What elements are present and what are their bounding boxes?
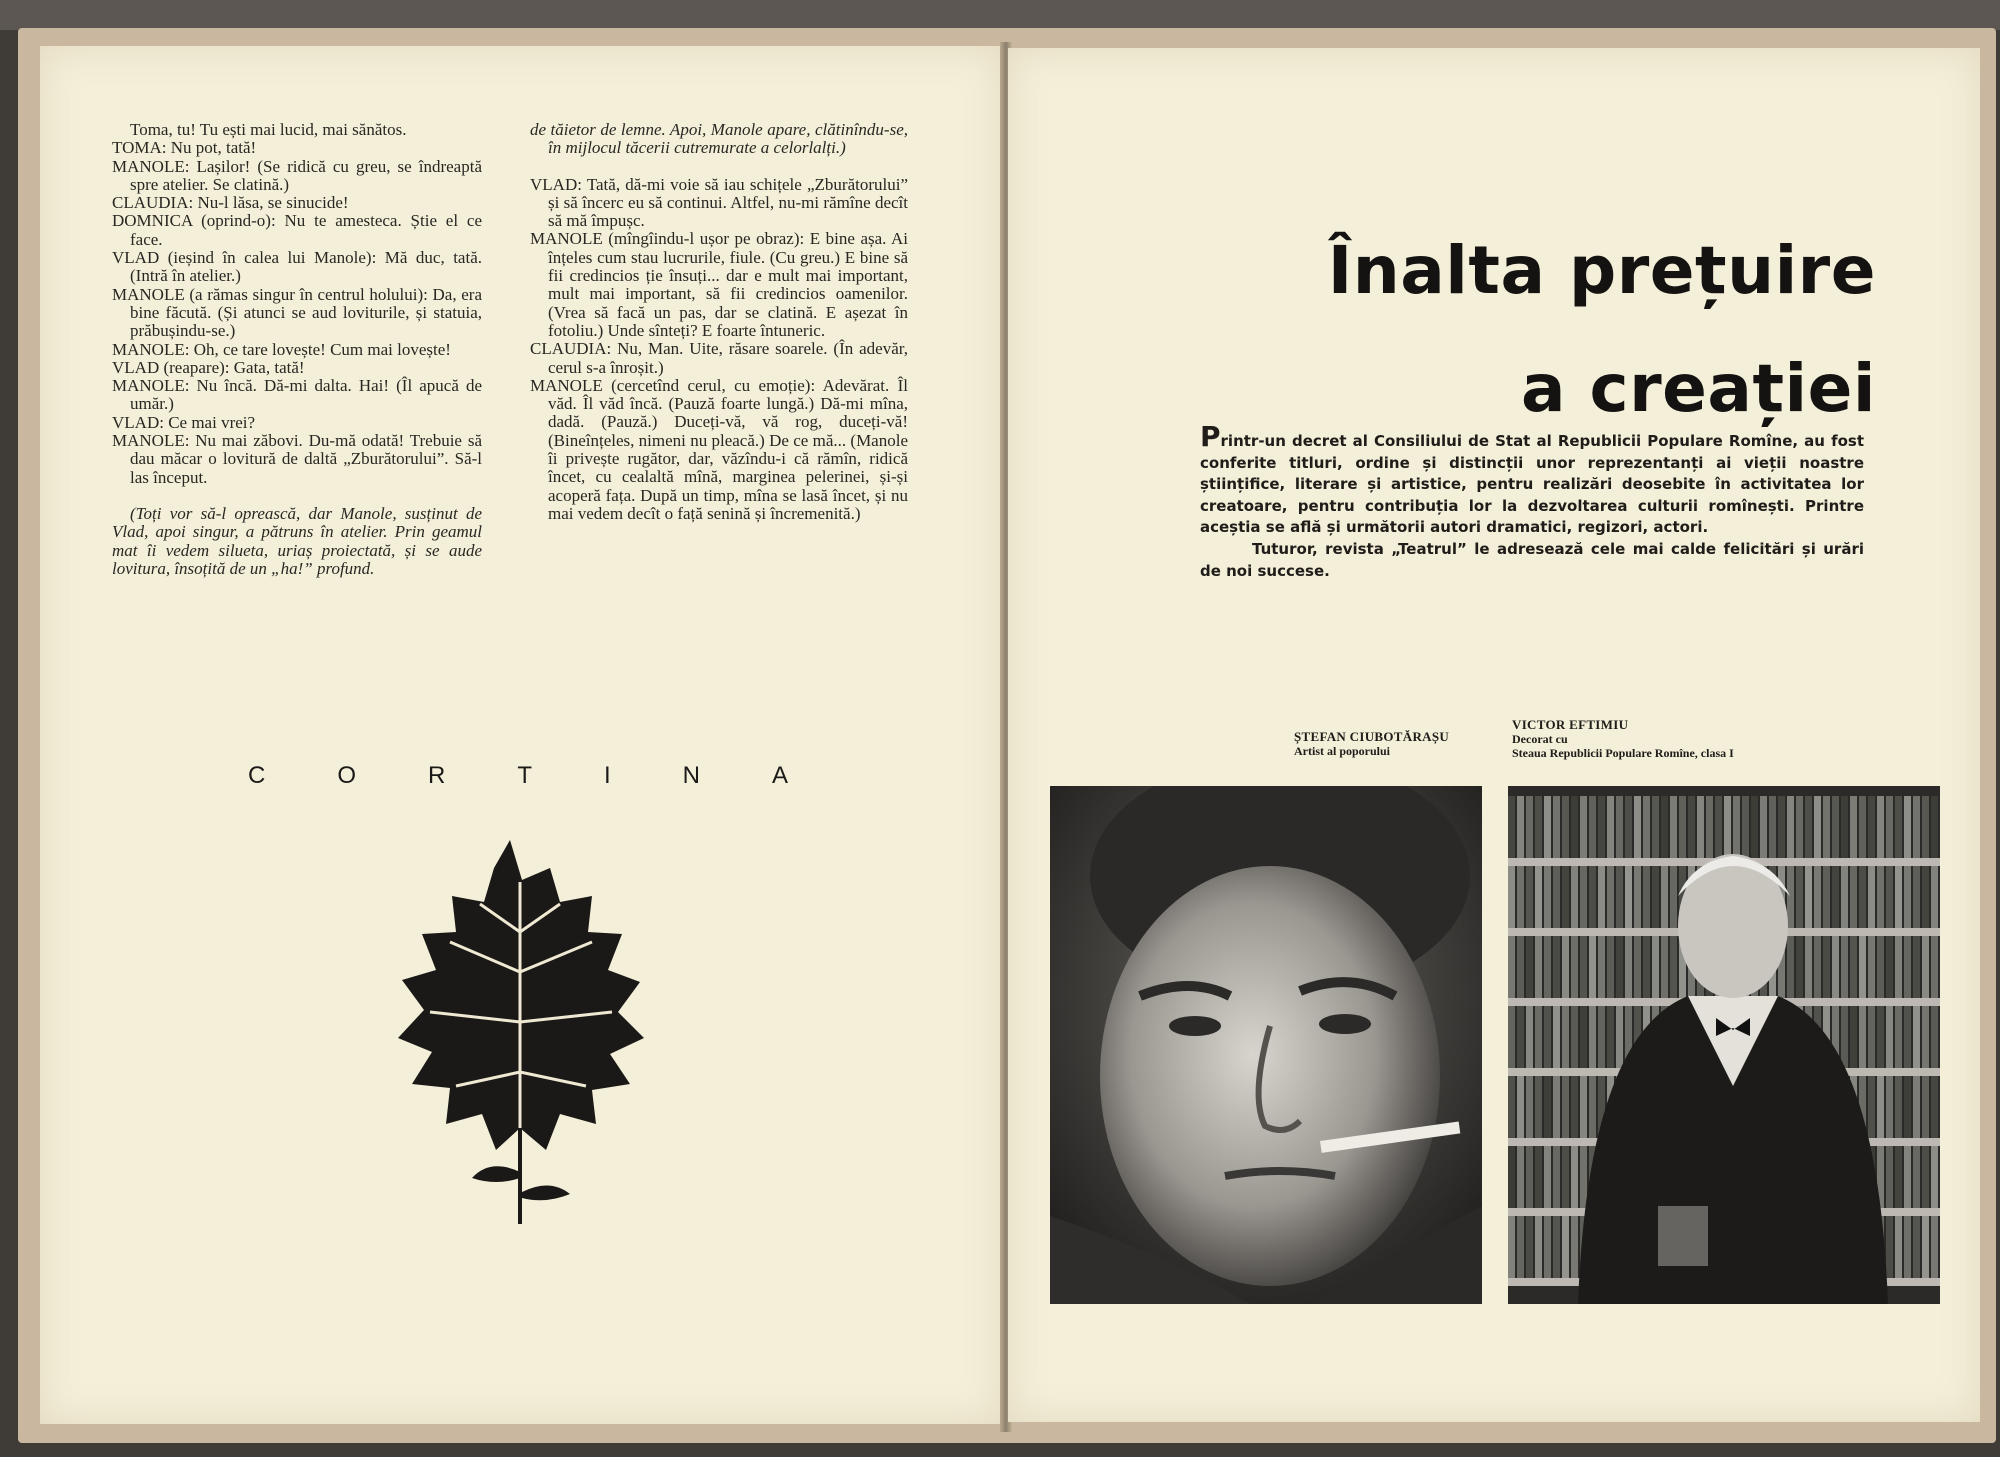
caption-2-line-2: Decorat cu xyxy=(1512,732,1568,746)
book-spine xyxy=(1535,1146,1542,1208)
book-spine xyxy=(1787,866,1794,928)
play-paragraph: MANOLE (cercetînd cerul, cu emoție): Adevărat. Îl văd. Îl văd încă. (Pauză foarte lungă.) Dă-mi mîna, dadă. (Pauză.) Duceți-vă, vă rog, duceți-vă! (Bineînțeles, nimeni nu pleacă.) De ce mă... (Manole îi privește rugător, dar, văzîndu-i că rămîn, ridică încet, cu cealaltă mînă, marginea pelerinei, și-și acoperă fața. După un timp, mîna se lasă încet, și nu mai vedem decît o față senină și încremenită.) xyxy=(530,375,908,523)
book-spine xyxy=(1823,866,1830,928)
book-spine xyxy=(1625,796,1632,858)
book-spine xyxy=(1589,1006,1596,1068)
book-spine xyxy=(1553,1216,1560,1278)
book-spine xyxy=(1580,1146,1587,1208)
book-spine xyxy=(1886,1216,1893,1278)
book-spine xyxy=(1517,866,1524,928)
paragraph-gap xyxy=(530,158,908,176)
book-spine xyxy=(1661,796,1668,858)
photo-caption-1 xyxy=(1294,730,1474,758)
book-spine xyxy=(1607,936,1614,998)
book-spine xyxy=(1805,866,1812,928)
book-spine xyxy=(1535,1076,1542,1138)
book-spine xyxy=(1634,796,1641,858)
book-spine xyxy=(1931,1076,1938,1138)
book-spine xyxy=(1886,1006,1893,1068)
book-spine xyxy=(1562,936,1569,998)
play-paragraph: CLAUDIA: Nu, Man. Uite, răsare soarele. (În adevăr, cerul s-a înroșit.) xyxy=(530,339,908,377)
book-spine xyxy=(1607,866,1614,928)
book-spine xyxy=(1571,1146,1578,1208)
book-spine xyxy=(1607,1006,1614,1068)
book-spine xyxy=(1796,866,1803,928)
book-spine xyxy=(1571,1006,1578,1068)
book-spine xyxy=(1517,796,1524,858)
book-spine xyxy=(1580,936,1587,998)
caption-1-name: ȘTEFAN CIUBOTĂRAȘU xyxy=(1294,729,1450,744)
book-spine xyxy=(1508,1006,1515,1068)
book-spine xyxy=(1913,1006,1920,1068)
book-spine xyxy=(1814,796,1821,858)
book-spine xyxy=(1544,1076,1551,1138)
play-paragraph: VLAD: Tată, dă-mi voie să iau schițele „Zburătorului” și să încerc eu să continui. Altfel, nu-mi rămîne decît să mă împușc. xyxy=(530,174,908,231)
book-spine xyxy=(1571,1076,1578,1138)
book-spine xyxy=(1904,1216,1911,1278)
book-spine xyxy=(1526,796,1533,858)
book-spine xyxy=(1724,796,1731,858)
book-spine xyxy=(1832,796,1839,858)
caption-2-name: VICTOR EFTIMIU xyxy=(1512,717,1629,732)
book-spine xyxy=(1517,936,1524,998)
book-spine xyxy=(1895,1146,1902,1208)
book-spine xyxy=(1598,796,1605,858)
book-spine xyxy=(1508,1076,1515,1138)
book-spine xyxy=(1598,866,1605,928)
book-spine xyxy=(1670,866,1677,928)
book-spine xyxy=(1841,866,1848,928)
book-spine xyxy=(1562,866,1569,928)
book-spine xyxy=(1733,796,1740,858)
play-paragraph: VLAD (ieșind în calea lui Manole): Mă duc, tată. (Intră în atelier.) xyxy=(112,248,482,286)
book-spine xyxy=(1589,936,1596,998)
book-spine xyxy=(1526,1146,1533,1208)
book-spine xyxy=(1697,796,1704,858)
book-spine xyxy=(1868,936,1875,998)
intro-paragraph-2: Tuturor, revista „Teatrul” le adresează cele mai calde felicitări și urări de noi succese. xyxy=(1200,539,1864,580)
book-spine xyxy=(1625,866,1632,928)
play-text-column-2 xyxy=(530,121,908,523)
book-spine xyxy=(1778,796,1785,858)
book-spine xyxy=(1886,866,1893,928)
book-spine xyxy=(1895,866,1902,928)
play-paragraph: (Toți vor să-l oprească, dar Manole, susținut de Vlad, apoi singur, a pătruns în atelier. Prin geamul mat îi vedem silueta, uriaș proiectată, și se aude lovitura, însoțită de un „ha!” profund. xyxy=(112,503,482,578)
book-spine xyxy=(1841,936,1848,998)
book-spine xyxy=(1562,796,1569,858)
book-spine xyxy=(1652,936,1659,998)
play-paragraph: CLAUDIA: Nu-l lăsa, se sinucide! xyxy=(112,193,349,213)
book-spine xyxy=(1571,866,1578,928)
play-paragraph: MANOLE: Lașilor! (Se ridică cu greu, se îndreaptă spre atelier. Se clatină.) xyxy=(112,156,482,194)
book-spine xyxy=(1814,936,1821,998)
book-spine xyxy=(1877,1006,1884,1068)
book-spine xyxy=(1589,796,1596,858)
book-spine xyxy=(1922,866,1929,928)
book-spine xyxy=(1526,866,1533,928)
book-spine xyxy=(1922,796,1929,858)
book-spine xyxy=(1580,866,1587,928)
book-spine xyxy=(1508,1146,1515,1208)
book-spine xyxy=(1688,796,1695,858)
book-spine xyxy=(1913,1216,1920,1278)
book-spine xyxy=(1859,936,1866,998)
cortina-letter: A xyxy=(771,762,788,789)
book-spine xyxy=(1931,1216,1938,1278)
book-spine xyxy=(1508,1216,1515,1278)
book-spine xyxy=(1922,1146,1929,1208)
book-spine xyxy=(1814,866,1821,928)
article-headline xyxy=(1328,212,1876,448)
book-spine xyxy=(1850,936,1857,998)
book-spine xyxy=(1904,936,1911,998)
book-spine xyxy=(1931,796,1938,858)
book-spine xyxy=(1760,796,1767,858)
play-paragraph: MANOLE: Nu încă. Dă-mi dalta. Hai! (Îl apucă de umăr.) xyxy=(112,376,482,414)
book-spine xyxy=(1535,1006,1542,1068)
book-spine xyxy=(1553,936,1560,998)
book-spine xyxy=(1805,796,1812,858)
book-spine xyxy=(1553,1146,1560,1208)
book-spine xyxy=(1544,866,1551,928)
book-spine xyxy=(1517,1076,1524,1138)
book-spine xyxy=(1526,1216,1533,1278)
book-spine xyxy=(1931,866,1938,928)
play-paragraph: TOMA: Nu pot, tată! xyxy=(112,138,257,158)
play-paragraph: DOMNICA (oprind-o): Nu te amesteca. Știe el ce face. xyxy=(112,211,482,249)
book-spine xyxy=(1859,796,1866,858)
book-spine xyxy=(1580,1076,1587,1138)
intro-paragraph-1-text: rintr-un decret al Consiliului de Stat al Republicii Populare Romîne, au fost conferite titluri, ordine și distincții unor reprezentanți ai vieții noastre științifice, literare și artistice, pentru realizări deosebite în activitatea lor creatoare, pentru contribuția lor la dezvoltarea culturii romînești. Printre aceștia se află și următorii autori dramatici, regizori, actori. xyxy=(1200,432,1864,537)
book-spine xyxy=(1859,1006,1866,1068)
book-spine xyxy=(1850,866,1857,928)
book-spine xyxy=(1661,936,1668,998)
book-spine xyxy=(1589,866,1596,928)
book-spine xyxy=(1562,1076,1569,1138)
book-spine xyxy=(1553,1006,1560,1068)
book-spine xyxy=(1922,1006,1929,1068)
book-spine xyxy=(1544,1146,1551,1208)
book-spine xyxy=(1841,796,1848,858)
caption-1-title: Artist al poporului xyxy=(1294,744,1391,758)
book-spine xyxy=(1742,796,1749,858)
book-spine xyxy=(1796,796,1803,858)
play-paragraph: MANOLE (mîngîindu-l ușor pe obraz): E bine așa. Ai înțeles cum stau lucrurile, fiule. (Cu greu.) E bine să fii credincios ție însuți... dar e mult mai important, mult mai important, să fii credincios oamenilor. (Vrea să facă un pas, dar se clatină. E așezat în fotoliu.) Unde sînteți? E foarte întuneric. xyxy=(530,229,908,340)
book-spine xyxy=(1616,1006,1623,1068)
book-spine xyxy=(1913,866,1920,928)
cortina-heading xyxy=(248,762,788,790)
book-spine xyxy=(1535,796,1542,858)
book-spine xyxy=(1832,936,1839,998)
book-spine xyxy=(1913,936,1920,998)
book-spine xyxy=(1895,796,1902,858)
play-paragraph: VLAD: Ce mai vrei? xyxy=(112,412,256,432)
book-spine xyxy=(1607,796,1614,858)
book-spine xyxy=(1868,1006,1875,1068)
cortina-letter: R xyxy=(427,762,446,789)
book-spine xyxy=(1904,1076,1911,1138)
book-spine xyxy=(1868,866,1875,928)
book-spine xyxy=(1931,936,1938,998)
book-spine xyxy=(1625,936,1632,998)
book-spine xyxy=(1508,866,1515,928)
paragraph-gap xyxy=(112,487,482,505)
book-spine xyxy=(1931,1146,1938,1208)
book-top-edge xyxy=(0,0,2000,30)
book-spine xyxy=(1517,1216,1524,1278)
book-spine xyxy=(1553,866,1560,928)
book-spine xyxy=(1616,936,1623,998)
book-spine xyxy=(1895,936,1902,998)
book-spine xyxy=(1877,796,1884,858)
photo-caption-2 xyxy=(1512,718,1832,760)
cortina-letter: I xyxy=(603,762,611,789)
book-spine xyxy=(1877,866,1884,928)
book-spine xyxy=(1886,796,1893,858)
book-spine xyxy=(1922,936,1929,998)
book-spine xyxy=(1580,1006,1587,1068)
book-spine xyxy=(1571,1216,1578,1278)
play-paragraph: VLAD (reapare): Gata, tată! xyxy=(112,357,305,377)
caption-2-line-3: Steaua Republicii Populare Romîne, clasa I xyxy=(1512,746,1734,760)
book-spine xyxy=(1535,936,1542,998)
book-spine xyxy=(1670,936,1677,998)
book-spine xyxy=(1868,1076,1875,1138)
play-paragraph: MANOLE (a rămas singur în centrul holului): Da, era bine făcută. (Și atunci se aud loviturile, și statuia, prăbușindu-se.) xyxy=(112,284,482,341)
book-spine xyxy=(1715,796,1722,858)
book-spine xyxy=(1553,1076,1560,1138)
play-paragraph: MANOLE: Oh, ce tare lovește! Cum mai lovește! xyxy=(112,339,451,359)
book-spine xyxy=(1652,866,1659,928)
book-spine xyxy=(1886,936,1893,998)
book-spine xyxy=(1913,796,1920,858)
book-spine xyxy=(1517,1146,1524,1208)
book-spine xyxy=(1634,866,1641,928)
book-spine xyxy=(1922,1076,1929,1138)
book-spine xyxy=(1544,1006,1551,1068)
book-spine xyxy=(1571,936,1578,998)
book-spine xyxy=(1616,796,1623,858)
book-spine xyxy=(1508,796,1515,858)
cortina-letter: T xyxy=(517,762,532,789)
cortina-letter: N xyxy=(682,762,700,789)
book-spine xyxy=(1643,866,1650,928)
book-spine xyxy=(1913,1146,1920,1208)
book-spine xyxy=(1661,866,1668,928)
book-spine xyxy=(1670,796,1677,858)
book-spine xyxy=(1868,796,1875,858)
book-spine xyxy=(1544,1216,1551,1278)
book-spine xyxy=(1508,936,1515,998)
book-spine xyxy=(1895,1216,1902,1278)
book-spine xyxy=(1535,866,1542,928)
play-paragraph: MANOLE: Nu mai zăbovi. Du-mă odată! Trebuie să dau măcar o lovitură de daltă „Zburătorului”. Să-l las început. xyxy=(112,431,482,487)
cortina-letter: C xyxy=(248,762,266,789)
book-spine xyxy=(1652,796,1659,858)
book-spine xyxy=(1886,1146,1893,1208)
book-spine xyxy=(1922,1216,1929,1278)
book-spine xyxy=(1598,936,1605,998)
headline-line-1: Înalta prețuire xyxy=(1327,232,1876,309)
book-spine xyxy=(1562,1146,1569,1208)
book-spine xyxy=(1895,1076,1902,1138)
book-spine xyxy=(1904,1006,1911,1068)
book-spine xyxy=(1895,1006,1902,1068)
book-spine xyxy=(1859,866,1866,928)
article-intro xyxy=(1200,420,1864,582)
book-spine xyxy=(1904,866,1911,928)
portrait-photo-1 xyxy=(1050,786,1482,1304)
book-spine xyxy=(1643,796,1650,858)
book-spine xyxy=(1787,936,1794,998)
book-spine xyxy=(1850,1006,1857,1068)
book-spine xyxy=(1841,1006,1848,1068)
leaf-illustration xyxy=(360,832,680,1232)
drop-cap: P xyxy=(1200,420,1221,453)
book-spine xyxy=(1805,936,1812,998)
book-spine xyxy=(1913,1076,1920,1138)
book-spine xyxy=(1580,796,1587,858)
book-spine xyxy=(1904,796,1911,858)
book-spine xyxy=(1787,796,1794,858)
book-spine xyxy=(1850,796,1857,858)
book-spine xyxy=(1634,936,1641,998)
book-spine xyxy=(1679,796,1686,858)
book-spine xyxy=(1796,936,1803,998)
book-spine xyxy=(1526,1076,1533,1138)
book-spine xyxy=(1571,796,1578,858)
book-spine xyxy=(1526,1006,1533,1068)
book-spine xyxy=(1706,796,1713,858)
book-spine xyxy=(1643,936,1650,998)
book-spine xyxy=(1544,936,1551,998)
book-spine xyxy=(1526,936,1533,998)
book-spine xyxy=(1886,1076,1893,1138)
book-spine xyxy=(1616,866,1623,928)
headline-line-2: a creației xyxy=(1520,350,1876,427)
book-spine xyxy=(1931,1006,1938,1068)
book-spine xyxy=(1598,1006,1605,1068)
book-spine xyxy=(1553,796,1560,858)
book-spine xyxy=(1823,936,1830,998)
book-spine xyxy=(1751,796,1758,858)
portrait-photo-2 xyxy=(1508,786,1940,1304)
intro-paragraph-1 xyxy=(1200,420,1864,539)
book-spine xyxy=(1562,1216,1569,1278)
book-spine xyxy=(1904,1146,1911,1208)
book-spine xyxy=(1823,796,1830,858)
cortina-letter: O xyxy=(337,762,356,789)
book-spine xyxy=(1832,866,1839,928)
book-spine xyxy=(1769,796,1776,858)
book-spine xyxy=(1517,1006,1524,1068)
book-spine xyxy=(1877,936,1884,998)
play-paragraph: de tăietor de lemne. Apoi, Manole apare, clătinîndu-se, în mijlocul tăcerii cutremurate a celorlalți.) xyxy=(530,120,908,158)
book-spine xyxy=(1877,1076,1884,1138)
book-spine xyxy=(1562,1006,1569,1068)
play-paragraph: Toma, tu! Tu ești mai lucid, mai sănătos. xyxy=(130,120,407,139)
book-spine xyxy=(1535,1216,1542,1278)
book-spine xyxy=(1544,796,1551,858)
book-spine xyxy=(1589,1076,1596,1138)
play-text-column-1 xyxy=(112,121,482,578)
